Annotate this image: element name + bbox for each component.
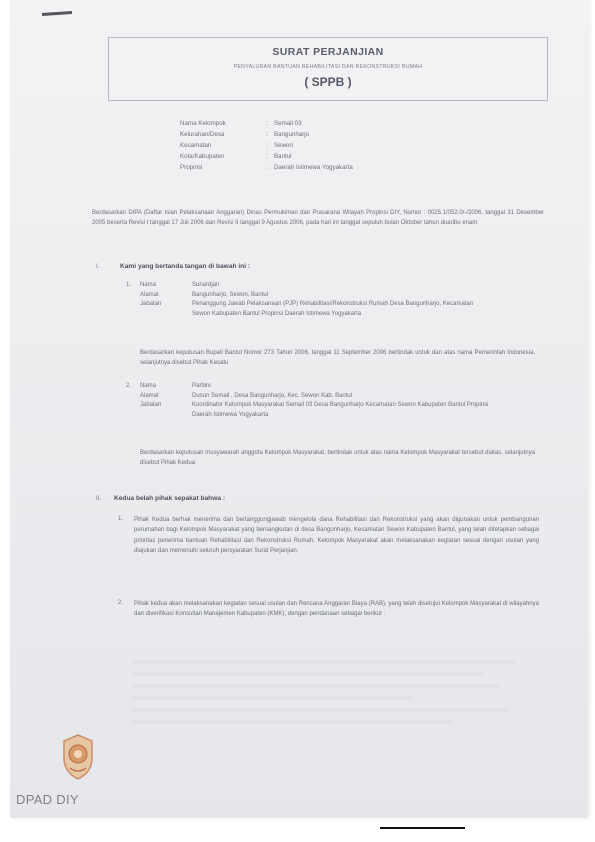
info-row: Nama Kelompok : Semail 03 <box>180 120 302 127</box>
field-label: Jabatan <box>140 301 162 307</box>
item-number: 1. <box>118 516 124 522</box>
title-box <box>108 37 548 101</box>
group-info <box>180 118 353 173</box>
party-two <box>140 382 492 420</box>
footer-label: DPAD DIY <box>16 792 79 807</box>
corner-mark <box>42 11 72 16</box>
field-value: Dusun Semail , Desa Bangunharjo, Kec. Sewon Kab. Bantul <box>192 392 353 399</box>
party-one-note: Berdasarkan keputusan Bupati Bantul Nomor 273 Tahun 2006, tanggal 11 September 2006 bertindak untuk dan atas nama Pemerintah Indonesia, selanjutnya disebut Pihak Kesatu <box>140 350 535 367</box>
bottom-rule <box>380 827 465 829</box>
document-page <box>10 0 588 818</box>
agreement-item: Pihak kedua akan melaksanakan kegiatan sesuai usulan dan Rencana Anggaran Biaya (RAB), yang telah disetujui Kelompok Masyarakat di wilayahnya dan diverifikasi Konsultan Manajemen Kabupaten (KMK), dengan pendanaan sebagai berikut : <box>134 601 539 618</box>
info-row: Kota/Kabupaten : Bantul <box>180 153 292 160</box>
field-label: Alamat <box>140 392 159 399</box>
info-row: Kelurahan/Desa : Bangunharjo <box>180 131 310 138</box>
section-number: I. <box>96 264 100 270</box>
document-code: ( SPPB ) <box>304 75 352 89</box>
field-value: Parbini <box>192 383 211 389</box>
section-title: Kedua belah pihak sepakat bahwa : <box>114 495 226 502</box>
field-label: Alamat <box>140 291 159 298</box>
info-row: Propinsi : Daerah Istimewa Yogyakarta <box>180 164 353 171</box>
faded-text-block <box>132 660 532 732</box>
document-title: SURAT PERJANJIAN <box>272 46 384 58</box>
party-number: 1. <box>126 282 132 288</box>
section-number: II. <box>96 496 102 502</box>
party-number: 2. <box>126 383 132 389</box>
field-value: Penanggung Jawab Pelaksanaan (PJP) Rehabilitasi/Rekonstruksi Rumah Desa Bangunharjo, Kecamatan Sewon Kabupaten Bantul Propinsi Daerah Istimewa Yogyakarta <box>192 301 474 317</box>
field-value: Sunardjan <box>192 282 220 288</box>
document-subtitle: PENYALURAN BANTUAN REHABILITASI DAN REKONSTRUKSI RUMAH <box>233 64 423 70</box>
agreement-item: Pihak Kedua berhak menerima dan bertanggungjawab mengelola dana Rehabilitasi dan Rekonstruksi yang akan digunakan untuk pembangunan perumahan bagi Kelompok Masyarakat yang bersangkutan di desa Bangunharjo, Kecamatan Sewon Kabupaten Bantul, yang telah ditetapkan sebagai prioritas penerima bantuan Rehabilitasi dan Rekonstruksi Rumah. Kelompok Masyarakat akan melaksanakan kegiatan sesuai dengan usulan yang diajukan dan memenuhi seluruh persyaratan Surat Perjanjian. <box>134 517 539 554</box>
item-number: 2. <box>118 600 124 606</box>
party-one <box>140 281 492 319</box>
field-label: Nama <box>140 282 157 288</box>
emblem-icon <box>56 732 100 782</box>
field-label: Jabatan <box>140 402 162 408</box>
section-title: Kami yang bertanda tangan di bawah ini : <box>120 263 251 270</box>
info-row: Kecamatan : Sewon <box>180 142 293 149</box>
field-label: Nama <box>140 383 157 389</box>
intro-paragraph: Berdasarkan DIPA (Daftar Isian Pelaksanaan Anggaran) Dinas Permukiman dan Prasarana Wilayah Propinsi DIY, Nomor : 0025.1/052.0/-/2006, tanggal 31 Desember 2005 beserta Revisi I tanggal 17 Juli 2006 dan Revisi II tanggal 9 Agustus 2006, pada hari ini tanggal sepuluh bulan Oktober tahun duaribu enam <box>92 210 544 227</box>
field-value: Koordinator Kelompok Masyarakat Semail 03 Desa Bangunharjo Kecamatan Sewon Kabupaten Bantul Propinsi Daerah Istimewa Yogyakarta <box>192 402 489 418</box>
field-value: Bangunharjo, Sewon, Bantul <box>192 291 269 298</box>
party-two-note: Berdasarkan keputusan musyawarah anggota Kelompok Masyarakat, bertindak untuk atas nama Kelompok Masyarakat tersebut diatas, selanjutnya disebut Pihak Kedua <box>140 450 535 467</box>
